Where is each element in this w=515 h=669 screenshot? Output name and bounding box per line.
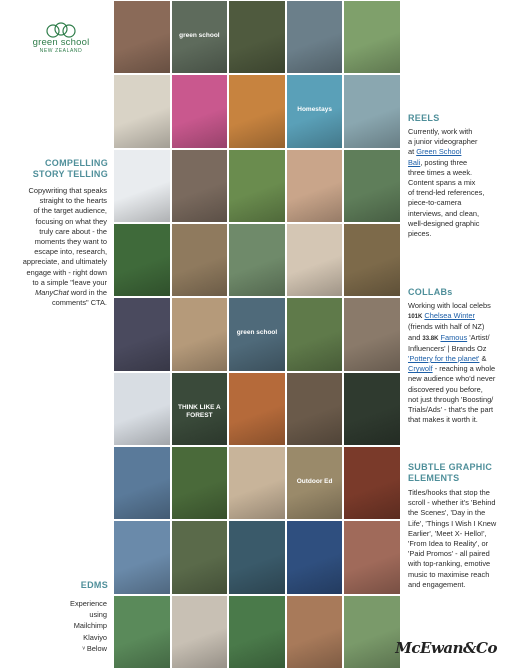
collage-photo-tile <box>286 297 344 371</box>
mcewan-co-brand-signature: McEwan&Co <box>395 639 497 657</box>
collage-photo-tile <box>113 595 171 669</box>
bali-link[interactable]: Bali <box>408 157 421 167</box>
collage-photo-tile <box>228 372 286 446</box>
famous-link[interactable]: Famous <box>440 332 468 342</box>
collage-photo-tile <box>228 520 286 594</box>
crywolf-link[interactable]: Crywolf <box>408 364 433 374</box>
edms-copy: Experience using Mailchimp Klaviyo ᵛ Below <box>70 599 107 653</box>
collage-photo-tile <box>171 149 229 223</box>
collabs-heading: COLLABs <box>408 287 453 297</box>
collage-photo-tile <box>171 446 229 520</box>
collage-photo-tile <box>228 297 286 371</box>
collage-photo-tile <box>171 74 229 148</box>
collage-photo-tile <box>343 149 401 223</box>
collage-photo-tile <box>171 372 229 446</box>
collage-photo-tile <box>228 149 286 223</box>
collage-photo-tile <box>286 223 344 297</box>
reels-copy: Currently, work with a junior videographer at Green School Bali, posting three three times a week. Content spans a mix of trend-led references, piece-to-camera interviews, and clean, well-designed graphic pieces. <box>408 127 485 239</box>
collage-photo-tile <box>171 520 229 594</box>
collage-photo-tile <box>228 595 286 669</box>
collage-photo-tile <box>286 0 344 74</box>
collage-photo-tile <box>113 520 171 594</box>
collage-photo-tile <box>113 297 171 371</box>
collage-photo-tile <box>343 74 401 148</box>
collage-photo-tile <box>113 0 171 74</box>
chelsea-winter-link[interactable]: Chelsea Winter <box>424 311 475 321</box>
reels-heading: REELS <box>408 113 440 123</box>
storytelling-copy: Copywriting that speaks straight to the hearts of the target audience, focusing on what they truly care about - the moments they want to escape into, research, appreciate, and ultimately engage with - right down to a simple "leave your ManyChat word in the comments" CTA. <box>22 186 107 308</box>
green-school-link[interactable]: Green School <box>416 147 462 157</box>
tile-caption: Outdoor Ed <box>296 478 333 486</box>
collage-photo-tile <box>171 595 229 669</box>
collabs-copy: Working with local celebs 101K Chelsea Winter (friends with half of NZ) and 33.8K Famous 'Artist/ Influencers' | Brands Oz 'Pottery for the planet' & Crywolf - reaching a whole new audience who'd never discovered you before, not just through 'Boosting/ Trials/Ads' - that's the part that makes it worth it. <box>408 301 496 425</box>
collage-photo-tile <box>171 223 229 297</box>
graphic-elements-heading: SUBTLE GRAPHIC ELEMENTS <box>408 462 493 483</box>
green-school-logo <box>30 22 92 54</box>
collage-photo-tile <box>113 372 171 446</box>
tile-caption: THINK LIKE A FOREST <box>178 403 221 419</box>
collage-photo-tile <box>286 520 344 594</box>
collage-photo-tile <box>113 446 171 520</box>
collage-photo-tile <box>286 372 344 446</box>
collage-photo-tile <box>113 223 171 297</box>
collage-photo-tile <box>113 149 171 223</box>
collage-photo-tile <box>286 595 344 669</box>
logo-mark-icon <box>44 22 78 38</box>
collage-photo-tile <box>343 520 401 594</box>
collage-photo-tile <box>343 446 401 520</box>
collage-photo-tile <box>286 446 344 520</box>
edms-heading: EDMS <box>80 580 108 590</box>
collage-photo-tile <box>228 0 286 74</box>
pottery-for-the-planet-link[interactable]: 'Pottery for the planet' <box>408 354 480 364</box>
collage-photo-tile <box>228 223 286 297</box>
collage-photo-tile <box>171 297 229 371</box>
tile-caption: green school <box>236 329 278 337</box>
collage-photo-tile <box>171 0 229 74</box>
collage-photo-tile <box>286 74 344 148</box>
collage-photo-tile <box>228 446 286 520</box>
collage-photo-tile <box>113 74 171 148</box>
instagram-collage-grid <box>113 0 401 669</box>
collage-photo-tile <box>343 0 401 74</box>
collage-photo-tile <box>343 595 401 669</box>
collage-photo-tile <box>343 297 401 371</box>
collage-photo-tile <box>343 372 401 446</box>
tile-caption: green school <box>179 32 220 40</box>
graphic-elements-copy: Titles/hooks that stop the scroll - whether it's 'Behind the Scenes', 'Day in the Life', 'Things I Wish I Knew Earlier', 'Meet X- Hello!', 'From Idea to Reality', or 'Paid Promos' - all paired with top-ranking, emotive music to maximise reach and engagement. <box>408 488 497 589</box>
logo-name: green school <box>32 37 90 48</box>
logo-country: NEW ZEALAND <box>39 48 83 54</box>
storytelling-heading: COMPELLING STORY TELLING <box>32 158 108 179</box>
collage-photo-tile <box>343 223 401 297</box>
tile-caption: Homestays <box>297 106 332 114</box>
collage-photo-tile <box>286 149 344 223</box>
collage-photo-tile <box>228 74 286 148</box>
